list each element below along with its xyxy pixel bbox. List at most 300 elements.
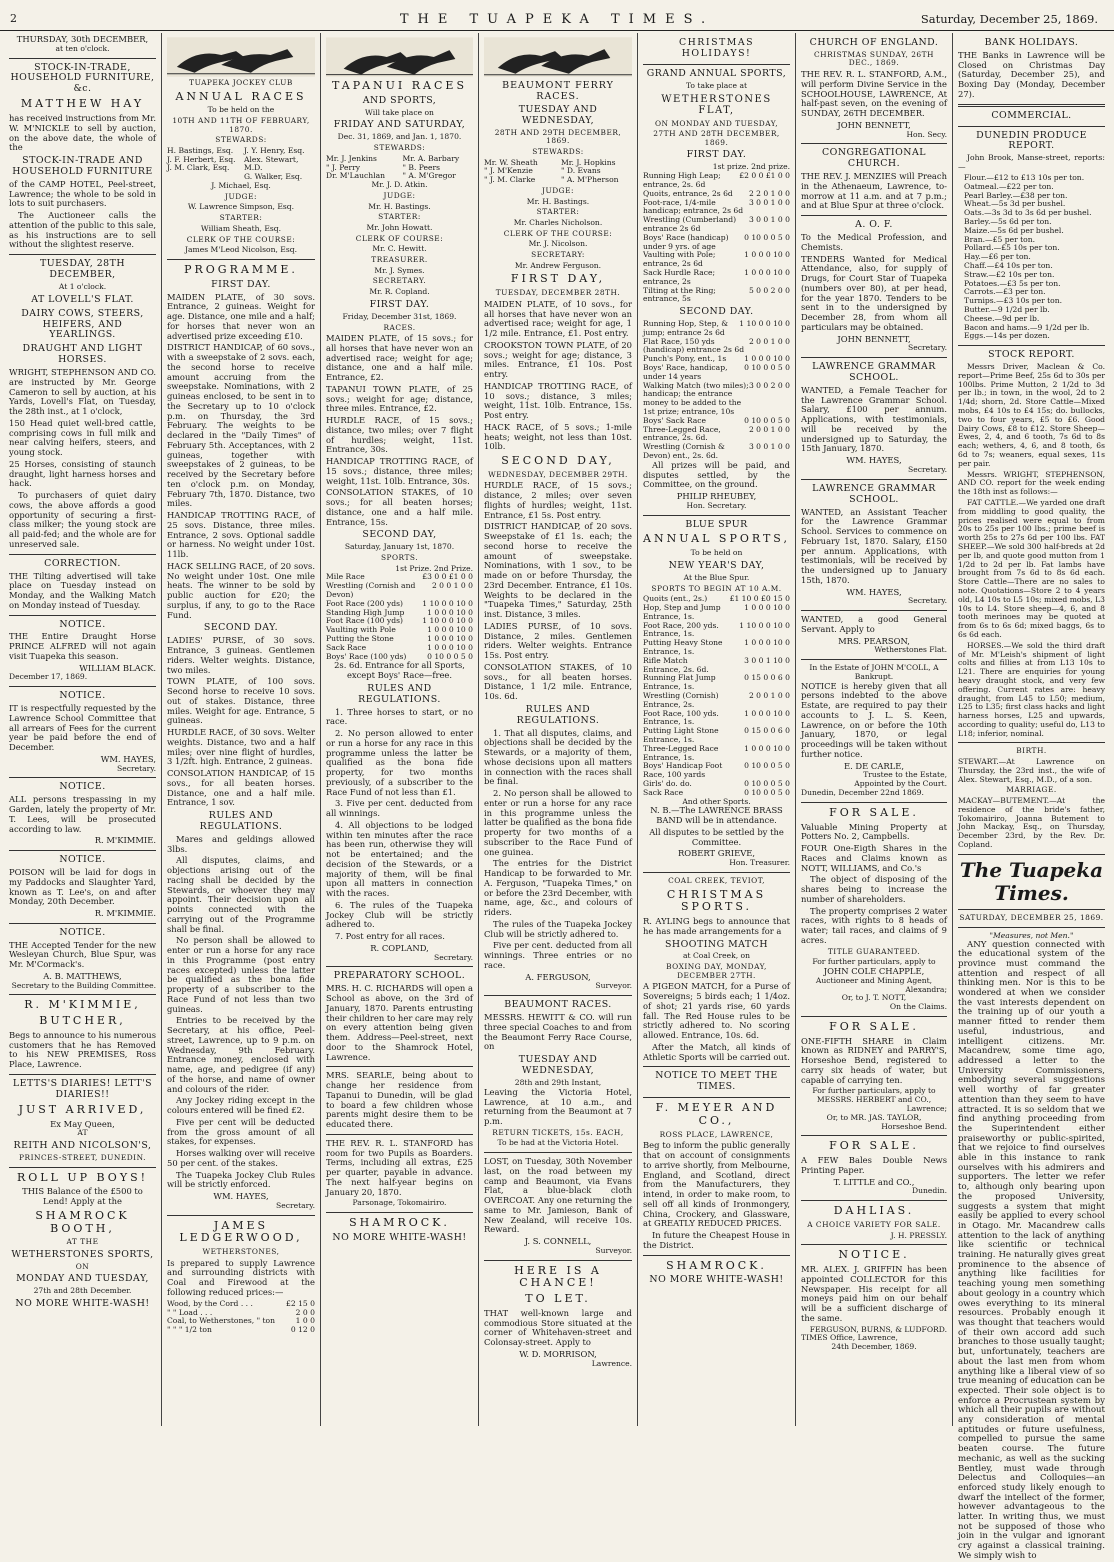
signature-title: Wetherstones Flat. xyxy=(874,645,947,655)
judge-name: Mr. H. Bastings. xyxy=(526,196,590,206)
sale-text: The property comprises 2 water races, with rights to 8 heads of water; tail races, and claims of 9 acres. xyxy=(801,905,947,945)
sports-heading: GRAND ANNUAL SPORTS, xyxy=(646,67,787,79)
sale-subheading: STOCK-IN-TRADE AND HOUSEHOLD FURNITURE xyxy=(12,155,153,177)
judge-label: JUDGE: xyxy=(225,191,257,201)
sport-row-prizes: 1 0 0 0 10 0 xyxy=(744,354,790,364)
produce-item: Barley.—5s 6d per ton. xyxy=(964,216,1052,226)
sport-row-label: Boys' Race (100 yds) xyxy=(326,651,407,661)
sport-row-label: Sack Race xyxy=(326,642,367,652)
starter-name: William Sheath, Esq. xyxy=(200,223,282,233)
sale-time: At 1 o'clock. xyxy=(58,281,107,291)
notice-heading: NOTICE TO MEET THE TIMES. xyxy=(655,1070,778,1093)
racehorse-icon xyxy=(167,37,315,77)
signature-title: Hon. Secy. xyxy=(906,129,947,139)
notice-heading: NOTICE. xyxy=(838,1248,910,1262)
editorial-text: ANY question connected with the educational system of the province must command the attention and respect of all thinking men. Nor is this to be wondered at when we consider the vast interests dependent on the training up of our youth a manner fitted to render them useful, industrious, and intelligent citizens. Mr. Macandrew, some time ago, addressed a letter to the University Commissioners, embodying several suggestions well worthy of far greater attention than they seem to have attracted. It is so seldom that we find anything proceeding from the Superintendent either praiseworthy or public-spirited, that we rejoice to find ourselves able in this instance to rank ourselves with his admirers and supporters. The letter we refer to, although only bearing upon the proposed University, suggests a system that might easily be applied to every school in Otago. Mr. Macandrew calls attention to the lack of anything like scientific or technical training. He naturally gives great prominence to the absence of anything like facilities for teaching young men something about geology in a country which owes everything to its mineral resources. Probably enough it was thought that teachers would of their own accord add such branches to those usually taught; but, unfortunately, teachers are about the last men from whom anything like a liberal view of so true meaning of education can be expected. Their sole object is to enforce a Procrustean system by which all their pupils are without any consideration of mental aptitudes or future usefulness, compelled to pursue the same beaten course. The future mechanic, as well as the sucking Bentley, must wade through Delectus and Colloquies—an enforced study likely enough to dwarf the intellect of the former, however advantageous to the latter. In writing thus, we must not be supposed of those who join in the vulgar and ignorant cry against a classical training. We simply wish to xyxy=(958,939,1105,1561)
racehorse-engraving xyxy=(326,37,473,77)
signature: R. COPLAND, xyxy=(370,942,429,953)
butcher-trade: BUTCHER, xyxy=(39,1014,126,1028)
sport-row-label: Quoits (ent., 2s.) xyxy=(643,594,708,604)
race-entry: DISTRICT HANDICAP, of 20 sovs. Sweepstake of £1 1s. each; the second horse to receive the amount of sweepstake. Nominations, with 1 sov., to be made on or before Thursday, the 23rd December. Entrance, £1 10s. Weights to be declared in the "Tuapeka Times," Saturday, 25th inst. Distance, 3 miles. xyxy=(484,521,632,620)
sale-date: TUESDAY, 28TH DECEMBER, xyxy=(39,258,126,280)
sport-row xyxy=(643,269,790,287)
sport-row-prizes: £3 0 0 £1 0 0 xyxy=(422,572,473,582)
sport-row-prizes: 0 10 0 0 5 0 xyxy=(744,787,790,797)
sport-row-label: Boys' Race (handicap) under 9 yrs. of age xyxy=(643,232,729,251)
race-days: FRIDAY AND SATURDAY, xyxy=(333,119,466,131)
sale-heading: DAIRY COWS, STEERS, HEIFERS, AND YEARLINGS. xyxy=(21,307,144,341)
sport-row-label: Entrance, 1s. xyxy=(643,682,695,692)
paper-nameplate: The Tuapeka Times. xyxy=(959,857,1104,905)
sports-table xyxy=(643,320,790,461)
signature-title: Trustee to the Estate, xyxy=(863,770,947,780)
bank-heading: BANK HOLIDAYS. xyxy=(984,37,1079,48)
take-place: To take place at xyxy=(685,80,748,90)
stewards-label: STEWARDS: xyxy=(373,143,426,153)
estate-text: NOTICE is hereby given that all persons indebted to the above Estate, are required to pay their accounts to J. L. S. Keen, Lawrence, on or before the 10th January, 1870, or legal proceedings will be taken without further notice. xyxy=(801,680,947,759)
notice-text: MR. ALEX. J. GRIFFIN has been appointed COLLECTOR for this Newspaper. His receipt for all moneys paid him on our behalf will be a sufficient discharge of the same. xyxy=(801,1264,947,1323)
notice-signature: R. M'KIMMIE. xyxy=(94,835,156,846)
sport-row-prizes: 0 10 0 0 5 0 xyxy=(744,362,790,372)
produce-item: Carrots.—£3 per ton. xyxy=(964,287,1046,297)
agent-title: Auctioneer and Mining Agent, xyxy=(815,975,933,985)
signature-title: Appointed by the Court. xyxy=(854,779,947,789)
day-heading: SECOND DAY. xyxy=(679,306,754,318)
signature: ROBERT GRIEVE, xyxy=(677,848,756,859)
race-entry: HURDLE RACE, of 15 sovs.; distance, two miles; over 7 flight of hurdles; weight, 11st. Entrance, 30s. xyxy=(326,415,473,455)
clerk-label: CLERK OF THE COURSE: xyxy=(503,228,613,238)
sale-text: 150 Head quiet well-bred cattle, comprising cows in full milk and near calving heifers, steers, and young stock. xyxy=(9,417,156,458)
sport-row-prizes: 1 0 0 0 10 0 xyxy=(427,625,473,635)
rule-text: 7. Post entry for all races. xyxy=(335,931,445,942)
rule-text: 3. Five per cent. deducted from all winnings. xyxy=(326,798,473,819)
sport-row-prizes: 1 10 0 0 10 0 xyxy=(739,620,790,630)
aof-heading: A. O. F. xyxy=(855,219,893,231)
column-7 xyxy=(953,33,1110,1561)
auction-time: at ten o'clock. xyxy=(55,43,110,53)
sport-row-label: Girls' do. do. xyxy=(643,779,692,789)
sport-row-prizes: 1 0 0 0 10 0 xyxy=(744,250,790,260)
take-place: Will take place on xyxy=(365,107,434,117)
sport-row-prizes: 1 10 0 0 10 0 xyxy=(739,319,790,328)
produce-item: Straw.—£2 10s per ton. xyxy=(964,269,1055,279)
produce-item: Eggs.—14s per dozen. xyxy=(964,331,1050,341)
diary-firm: REITH AND NICOLSON'S, xyxy=(13,1140,152,1152)
masthead xyxy=(0,0,1114,31)
produce-item: Hay.—£6 per ton. xyxy=(964,252,1031,262)
chance-heading: HERE IS A CHANCE! xyxy=(514,1263,602,1290)
sport-row-label: Wrestling (Cornish) xyxy=(643,691,719,701)
sale-text: WRIGHT, STEPHENSON AND CO. are instructed by Mr. George Cameron to sell by auction, at his Yards, Lovell's Flat, on Tuesday, the 28th inst., at 1 o'clock, xyxy=(9,367,156,417)
race-dates: 28TH AND 29TH DECEMBER, 1869. xyxy=(494,127,622,146)
sale-heading: DRAUGHT AND LIGHT HORSES. xyxy=(22,343,143,366)
clerk-label: CLERK OF THE COURSE: xyxy=(186,234,296,244)
sport-row-label: Rifle Match xyxy=(643,655,688,665)
tender-text: TENDERS Wanted for Medical Attendance, also, for supply of Drugs, for Court Star of Tuapeka (numbers over 80), at per head, for the year 1870. Tenders to be sent in to the undersigned by December 28, from whom all particulars may be obtained. xyxy=(801,253,947,332)
blue-spur-place: At the Blue Spur. xyxy=(683,572,750,582)
wanted-text: WANTED, a Female Teacher for the Lawrence Grammar School. Salary, £100 per annum. Applications, with testimonials, will be received by the undersigned up to Saturday, the 15th January, 1870. xyxy=(801,384,947,454)
sport-row-label: Entrance, 1s. xyxy=(643,735,695,745)
sport-row-prizes: 1 10 0 0 10 0 xyxy=(422,598,473,608)
sports-table xyxy=(326,573,473,661)
sport-row-prizes: 3 0 0 1 0 0 xyxy=(748,197,790,207)
sport-row-label: Punch's Pony, ent., 1s xyxy=(643,354,727,364)
sport-row-prizes: 1 0 0 0 10 0 xyxy=(744,708,790,718)
school-heading: PREPARATORY SCHOOL. xyxy=(333,970,466,982)
shooting-match: SHOOTING MATCH xyxy=(664,938,769,950)
agent-alt-place: On the Claims. xyxy=(889,1002,947,1012)
sport-row-label: Foot Race, 100 yds. xyxy=(643,708,719,718)
day-heading: SECOND DAY. xyxy=(203,622,279,634)
judge-name: Mr. H. Bastings. xyxy=(368,201,431,211)
racehorse-icon xyxy=(484,37,632,77)
ayling-text: R. AYLING begs to announce that he has made arrangements for a xyxy=(643,916,790,936)
band-note: N. B.—The LAWRENCE BRASS BAND will be in attendance. xyxy=(650,805,783,826)
secretary-name: Mr. R. Copland. xyxy=(369,287,430,296)
race-entry: CONSOLATION HANDICAP, of 15 sovs., for all beaten horses. Distance, one and a half mile. Entrance, 1 sov. xyxy=(167,768,315,808)
sport-row-prizes: 2 0 0 1 0 0 xyxy=(431,581,473,591)
sport-row-label: Vaulting with Pole xyxy=(326,625,396,635)
produce-item: Pearl Barley.—£38 per ton. xyxy=(964,190,1068,200)
signature: MRS. PEARSON, xyxy=(838,635,910,646)
sport-row xyxy=(326,582,473,600)
sports-dates: 27TH AND 28TH DECEMBER, 1869. xyxy=(653,129,780,147)
agent-place: Lawrence; xyxy=(906,1104,947,1114)
sports-note: All prizes will be paid, and disputes settled, by the Committee, on the ground. xyxy=(643,459,790,490)
for-sale-heading: FOR SALE. xyxy=(829,1019,919,1033)
sport-row-label: Running Flat Jump xyxy=(643,673,716,683)
notice-text: POISON will be laid for dogs in my Paddocks and Slaughter Yard, known as T. Lee's, on and after Monday, 20th December. xyxy=(9,867,156,907)
rule-text: No person shall be allowed to enter or run a horse for any race in this Programme (post entry races excepted) unless the latter be qualified as the bona fide property of a subscriber to the Race Fund of not less than two guineas. xyxy=(167,935,315,1014)
notice-heading: NOTICE. xyxy=(59,926,106,938)
sport-row-prizes: £1 10 0 £0 15 0 xyxy=(729,594,790,604)
sport-row-label: Putting Heavy Stone xyxy=(643,638,723,648)
held-text: To be held on xyxy=(690,548,743,558)
secretary-label: SECRETARY. xyxy=(372,276,427,286)
prize-header: 1st Prize. 2nd Prize. xyxy=(395,563,473,573)
sport-row-prizes: £2 0 0 £1 0 0 xyxy=(739,171,790,181)
notice-date: 24th December, 1869. xyxy=(831,1342,917,1352)
agent-alt-place: Horseshoe Bend. xyxy=(881,1121,947,1131)
other-sports: And other Sports. xyxy=(682,796,751,806)
sport-row-label: Boys' Handicap Foot Race, 100 yards xyxy=(643,761,723,780)
diary-arrived: JUST ARRIVED, xyxy=(18,1102,147,1116)
sport-row-prizes: 0 15 0 0 6 0 xyxy=(744,673,790,683)
day-date: Saturday, January 1st, 1870. xyxy=(344,542,455,552)
shooting-where: at Coal Creek, on xyxy=(682,951,751,961)
sport-row-prizes: 3 0 0 1 0 0 xyxy=(748,215,790,225)
sport-row-label: Foot Race (100 yds) xyxy=(326,616,403,626)
race-entry: TOWN PLATE, of 100 sovs. Second horse to receive 10 sovs. out of stakes. Distance, three miles. Weight for age. Entrance, 5 guineas. xyxy=(167,676,315,726)
sport-row-label: Wrestling (Cumberland) entrance 2s 6d xyxy=(643,215,737,233)
agent-name: JOHN COLE CHAPPLE, xyxy=(823,966,925,976)
race-entry: CONSOLATION STAKES, of 10 sovs., for all beaten horses. Distance, 1 1/2 mile. Entrance, 10s. 6d. xyxy=(484,661,632,702)
produce-item: Wheat.—5s 3d per bushel. xyxy=(964,199,1066,209)
church-text: THE REV. R. L. STANFORD, A.M., will perform Divine Service in the SCHOOLHOUSE, LAWRENCE, At half-past seven, on the evening of SUNDAY, 26TH DECEMBER. xyxy=(801,69,947,119)
race-entry: LADIES PURSE, of 10 sovs. Distance, 2 miles. Gentlemen riders. Welter weights. Entrance 15s. Post entry. xyxy=(484,620,632,661)
dahlias-heading: DAHLIAS. xyxy=(833,1204,915,1218)
stewards-label: STEWARDS: xyxy=(532,147,584,156)
sport-row-label: Running Hop, Step, & jump; entrance 2s 6d xyxy=(643,319,729,337)
signature: J. S. CONNELL, xyxy=(524,1236,592,1247)
signature-title: Secretary. xyxy=(908,596,947,606)
sport-row xyxy=(643,443,790,461)
club-name: TUAPEKA JOCKEY CLUB xyxy=(189,78,293,87)
rules-heading: RULES AND REGULATIONS. xyxy=(516,703,600,726)
day-date: Friday, December 31st, 1869. xyxy=(342,311,457,321)
rule-text: 1. That all disputes, claims, and objections shall be decided by the Stewards, or a majority of them, whose decisions upon all matters in connection with the races shall be final. xyxy=(484,727,632,787)
sport-row-label: Flat Race, 150 yds (handicap) entrance 2s 6d xyxy=(643,336,745,355)
wanted-text: WANTED, a good General Servant. Apply to xyxy=(801,614,947,634)
sport-row-label: Foot-race, 1/4-mile handicap; entrance, 2s 6d xyxy=(643,197,744,216)
sale-text: A FEW Bales Double News Printing Paper. xyxy=(801,1155,947,1175)
sport-row-label: Sack Race xyxy=(643,787,684,797)
stock-heading: STOCK REPORT. xyxy=(988,349,1075,361)
roll-end: NO MORE WHITE-WASH! xyxy=(15,1298,150,1310)
school-heading: LAWRENCE GRAMMAR SCHOOL. xyxy=(812,361,936,384)
signature: WM. HAYES, xyxy=(213,1191,269,1202)
race-entry: DISTRICT HANDICAP, of 60 sovs., with a sweepstake of 2 sovs. each, the second horse to receive amount accruing from the sweepstake. Nominations, with 2 guineas enclosed, to be sent in to the Secretary up to 10 o'clock p.m. on Thursday, the 3rd February. The weights to be declared in the "Daily Times" of February 5th. Acceptances, with 2 guineas, together with sweepstakes of 2 guineas, to be received by the Secretary before ten o'clock p.m. on Monday, February 7th, 1870. Distance, two miles. xyxy=(167,342,315,509)
sport-row xyxy=(643,234,790,252)
coach-text: Leaving the Victoria Hotel, Lawrence, at 10 a.m., and returning from the Beaumont at 7 p.m. xyxy=(484,1086,632,1126)
shamrock-heading: SHAMROCK. xyxy=(349,1216,450,1230)
rule-text: The entries for the District Handicap to be forwarded to Mr. A. Ferguson, "Tuapeka Times," on or before the 23rd December, with name, age, &c., and colours of riders. xyxy=(484,858,632,918)
sport-row-label: Putting the Stone xyxy=(326,633,394,643)
notice-text: THE Accepted Tender for the new Wesleyan Church, Blue Spur, was Mr. M'Cormack's. xyxy=(9,939,156,970)
clerk-name: Mr. C. Hewitt. xyxy=(372,244,427,254)
rules-heading: RULES AND REGULATIONS. xyxy=(199,810,283,832)
sport-row-prizes: 1 0 0 0 10 0 xyxy=(744,743,790,753)
race-entry: MAIDEN PLATE, of 15 sovs.; for all horses that have never won an advertised race; weight for age; distance, one and a half mile. Entrance, £2. xyxy=(326,333,473,383)
sport-row xyxy=(643,382,790,417)
race-entry: MAIDEN PLATE, of 30 sovs. Entrance, 2 guineas. Weight for age. Distance, one mile and a half; for horses that never won an advertised prize exceeding £10. xyxy=(167,291,315,341)
signature: WM. HAYES, xyxy=(846,586,902,597)
sport-row-label: Entrance, 1s. xyxy=(643,752,695,762)
day-heading: FIRST DAY. xyxy=(211,278,271,290)
sports-table xyxy=(643,172,790,304)
coach-dates: 28th and 29th Instant, xyxy=(514,1077,602,1087)
sale-text: The object of disposing of the shares being to increase the number of shareholders. xyxy=(801,874,947,904)
sale-text: Valuable Mining Property at Potters No. 2, Campbells. xyxy=(801,821,947,842)
for-sale-heading: FOR SALE. xyxy=(829,1139,919,1153)
aof-text: To the Medical Profession, and Chemists. xyxy=(801,232,947,252)
apply-text: For further particulars, apply to xyxy=(812,1086,936,1096)
stewards-label: STEWARDS: xyxy=(215,135,267,145)
sport-row-label: Vaulting with Pole; entrance, 2s 6d xyxy=(643,250,716,269)
diary-ship: Ex May Queen, xyxy=(50,1118,115,1129)
day-date: TUESDAY, DECEMBER 28TH. xyxy=(495,288,621,298)
wanted-text: WANTED, an Assistant Teacher for the Lawrence Grammar School. Services to commence on February 1st, 1870. Salary, £150 per annum. Applications, with testimonials, will be received by the undersigned up to January 15th, 1870. xyxy=(801,506,947,585)
auction-date: THURSDAY, 30th DECEMBER, xyxy=(16,34,149,44)
starter-name: Mr. Charles Nicholson. xyxy=(513,217,603,227)
starter-name: Mr. John Howatt. xyxy=(366,222,433,232)
sale-text: FOUR One-Eigth Shares in the Races and Claims known as NOTT, WILLIAMS, and Co.'s xyxy=(801,843,947,873)
beaumont-heading: BEAUMONT FERRY RACES. xyxy=(502,80,614,103)
sport-row-label: Sack Hurdle Race; entrance, 2s xyxy=(643,267,716,286)
sale-heading: STOCK-IN-TRADE, HOUSEHOLD FURNITURE, &c. xyxy=(10,61,155,95)
signature-title: Secretary. xyxy=(908,464,947,474)
sport-row-label: Three-Legged Race xyxy=(643,743,719,753)
christmas-heading: CHRISTMAS HOLIDAYS! xyxy=(678,37,755,59)
sport-row-prizes: 1 0 0 0 10 0 xyxy=(744,267,790,277)
clerk-label: CLERK OF COURSE: xyxy=(355,233,444,243)
for-sale-heading: FOR SALE. xyxy=(829,805,919,819)
produce-item: Bacon and hams.—9 1/2d per lb. xyxy=(964,322,1090,332)
signature: FERGUSON, BURNS, & LUDFORD. xyxy=(809,1324,947,1334)
race-entry: MAIDEN PLATE, of 10 sovs., for all horses that have never won an advertised race; weight for age, 1 1/2 mile. Entrance, £1. Post entry. xyxy=(484,298,632,339)
column-5 xyxy=(638,33,796,1426)
day-heading: FIRST DAY. xyxy=(686,149,747,161)
race-entry: HURDLE RACE, of 30 sovs. Welter weights. Distance, two and a half miles; over nine flight of hurdles, 3 1/2ft. high. Entrance, 2 guineas. xyxy=(167,727,315,767)
roll-at: AT THE xyxy=(66,1237,99,1247)
clerk-name: James M'Leod Nicolson, Esq. xyxy=(184,245,298,255)
sports-table xyxy=(643,595,790,797)
roll-text: THIS Balance of the £500 to Lend! Apply at the xyxy=(22,1186,143,1207)
school-text: MRS. H. C. RICHARDS will open a School as above, on the 3rd of January, 1870. Parents entrusting their children to her care may rely on every attention being given them. Address—Peel-street, next door to the Shamrock Hotel, Lawrence. xyxy=(326,983,473,1062)
sport-row-prizes: 2 2 0 1 0 0 xyxy=(748,188,790,198)
to-let-heading: TO LET. xyxy=(525,1292,591,1306)
secretary-label: SECRETARY: xyxy=(531,250,585,260)
sport-row-prizes: 3 0 0 1 0 0 xyxy=(748,442,790,452)
race-dates: Dec. 31, 1869, and Jan. 1, 1870. xyxy=(337,132,462,142)
sport-row-prizes: 3 0 0 1 10 0 xyxy=(744,655,790,665)
judge-name: W. Lawrence Simpson, Esq. xyxy=(187,202,295,212)
produce-item: Butter.—9 1/2d per lb. xyxy=(964,304,1050,314)
diary-at: AT xyxy=(77,1128,88,1138)
marriage-text: MACKAY—BUTEMENT.—At the residence of the bride's father, Tokomairiro, Joanna Butement to John Mackay, Esq., on Thursday, December 23rd, by the Rev. Dr. Copland. xyxy=(958,796,1105,850)
sport-row-label: Entrance, 2s. 6d. xyxy=(643,664,709,674)
annual-sports-heading: ANNUAL SPORTS, xyxy=(643,532,790,546)
meyer-address: ROSS PLACE, LAWRENCE, xyxy=(659,1129,774,1139)
beaumont-races-heading: BEAUMONT RACES. xyxy=(504,999,612,1011)
rule-text: 4. All objections to be lodged within ten minutes after the race has been run, otherwise they will not be entertained; and the decision of the Stewards, or a majority of them, will be final upon all matters in connection with the races. xyxy=(326,819,473,899)
church-heading: CHURCH OF ENGLAND. xyxy=(809,37,939,48)
searle-text: MRS. SEARLE, being about to change her residence from Tapanui to Dunedin, will be glad to board a few children whose parents might desire them to be educated there. xyxy=(326,1070,473,1130)
starter-label: STARTER: xyxy=(536,207,580,217)
annual-races-heading: ANNUAL RACES xyxy=(175,89,307,103)
steward-name: J. Michael, Esq. xyxy=(211,181,271,191)
sport-row-label: Wrestling (Cornish & Devon) ent., 2s. 6d. xyxy=(643,442,725,460)
sport-row-label: Hop, Step and Jump xyxy=(643,603,721,613)
dahlias-text: A CHOICE VARIETY FOR SALE. xyxy=(807,1219,941,1229)
ticket-where: To be had at the Victoria Hotel. xyxy=(497,1138,619,1148)
racehorse-icon xyxy=(326,37,473,77)
sport-row-label: Boys' Race, handicap, under 14 years xyxy=(643,362,728,381)
sports-time: SPORTS TO BEGIN AT 10 A.M. xyxy=(651,583,782,593)
roll-days: MONDAY AND TUESDAY, xyxy=(16,1273,149,1285)
rule-text: Mares and geldings allowed 3lbs. xyxy=(167,833,315,854)
sport-row xyxy=(643,364,790,382)
day-heading: FIRST DAY. xyxy=(369,298,430,310)
masthead-date: Saturday, December 25, 1869. xyxy=(920,12,1098,26)
roll-on: ON xyxy=(75,1261,90,1271)
butcher-name: R. M'KIMMIE, xyxy=(24,998,141,1012)
sport-row-label: Mile Race xyxy=(326,572,365,582)
race-dates: 10TH AND 11TH OF FEBRUARY, 1870. xyxy=(172,116,310,134)
meyer-text: In future the Cheapest House in the District. xyxy=(643,1230,790,1250)
signature: PHILIP RHEUBEY, xyxy=(676,491,757,501)
notice-text: ALL persons trespassing in my Garden, lately the property of Mr. T. Lees, will be prosecuted according to law. xyxy=(9,794,156,834)
signature-title: Dunedin. xyxy=(912,1186,947,1196)
signature-title: Secretary. xyxy=(434,952,473,962)
sport-row-label: Walking Match (two miles); handicap; the entrance money to be added to the 1st prize; entrance, 10s xyxy=(643,380,749,416)
butcher-text: Begs to announce to his numerous customers that he has Removed to his NEW PREMISES, Ross Place, Lawrence. xyxy=(9,1029,156,1070)
signature-title: Surveyor. xyxy=(595,1245,632,1255)
sale-place: AT LOVELL'S FLAT. xyxy=(31,293,134,305)
shamrock-end: NO MORE WHITE-WASH! xyxy=(332,1231,467,1243)
signature: JOHN BENNETT, xyxy=(837,119,911,130)
coal-creek-heading: COAL CREEK, TEVIOT, xyxy=(668,875,765,885)
sport-row xyxy=(643,426,790,444)
programme-heading: PROGRAMME. xyxy=(184,262,298,276)
sport-row xyxy=(643,287,790,305)
signature-title: Secretary. xyxy=(276,1200,315,1210)
after-text: After the Match, all kinds of Athletic Sports will be carried out. xyxy=(643,1041,790,1062)
signature-title: Hon. Treasurer. xyxy=(729,858,790,868)
christmas-sports-heading: CHRISTMAS SPORTS. xyxy=(666,887,767,914)
bank-text: THE Banks in Lawrence will be Closed on Christmas Day (Saturday, December 25), and Boxing Day (Monday, December 27). xyxy=(958,49,1105,99)
rules-heading: RULES AND REGULATIONS. xyxy=(358,682,441,705)
day-heading: SECOND DAY, xyxy=(501,454,615,468)
notice-signature-title: Secretary. xyxy=(117,763,156,773)
column-2 xyxy=(162,33,321,1426)
races-label: RACES. xyxy=(383,322,416,332)
sport-row-label: Boys' Sack Race xyxy=(643,415,707,425)
sports-days: ON MONDAY AND TUESDAY, xyxy=(654,118,779,128)
produce-list xyxy=(958,174,1105,341)
race-entry: HACK RACE, of 5 sovs.; 1-mile heats; weight, not less than 10st. 10lb. xyxy=(484,421,632,452)
treasurer-label: TREASURER. xyxy=(371,255,428,265)
column-3 xyxy=(321,33,479,1426)
pigeon-text: A PIGEON MATCH, for a Purse of Sovereigns; 5 birds each; 1 1/4oz. of shot; 21 yards rise, 60 yards fall. The Red House rules to be strictly adhered to. No scoring allowed. Entrance, 10s. 6d. xyxy=(643,981,790,1041)
column-6 xyxy=(796,33,953,1426)
title-guaranteed: TITLE GUARANTEED. xyxy=(827,946,921,956)
sport-row-prizes: 2 0 0 1 0 0 xyxy=(748,336,790,346)
sport-row xyxy=(643,762,790,780)
price-row: Wood, by the Cord . . . £2 15 0 xyxy=(167,1298,315,1308)
agent-place: Alexandra; xyxy=(905,984,947,994)
coal-text: Is prepared to supply Lawrence and surrounding districts with Coal and Firewood at the following reduced prices:— xyxy=(167,1257,315,1297)
sports-label: SPORTS. xyxy=(380,553,419,563)
notice-date: December 17, 1869. xyxy=(9,672,88,682)
agent-name: MESSRS. HERBERT and CO., xyxy=(816,1095,932,1105)
sport-row-prizes: 0 10 0 0 5 0 xyxy=(744,232,790,242)
sport-row xyxy=(643,172,790,190)
notice-text: THE Entire Draught Horse PRINCE ALFRED will not again visit Tuapeka this season. xyxy=(9,631,156,661)
sport-row-label: Entrance, 1s. xyxy=(643,647,695,657)
produce-item: Bran.—£5 per ton. xyxy=(964,234,1036,244)
produce-intro: John Brook, Manse-street, reports:— xyxy=(958,153,1105,172)
rule-text: 2. No person shall be allowed to enter or run a horse for any race in this programme unless the latter be qualified as the bona fide property for two months of a subscriber to the Race Fund of one guinea. xyxy=(484,788,632,857)
judge-label: JUDGE: xyxy=(383,190,416,200)
roll-where: WETHERSTONES SPORTS, xyxy=(11,1248,154,1260)
blue-spur-heading: BLUE SPUR xyxy=(685,518,748,530)
rule-text: Entries to be received by the Secretary, at his office, Peel-street, Lawrence, up to 9 p.m. on Wednesday, 9th February. Entrance money, enclosed with name, age, and pedigree (if any) of the horse, and name of owner and colours of the rider. xyxy=(167,1015,315,1094)
sport-row-label: Foot Race, 200 yds. xyxy=(643,620,719,630)
sport-row-label: Putting Light Stone xyxy=(643,726,719,736)
sport-row-label: Entrance, 1s. xyxy=(643,629,695,639)
sport-row-prizes: 2 0 0 1 0 0 xyxy=(748,691,790,701)
sport-row-label: Entrance, 1s. xyxy=(643,717,695,727)
notice-signature: WM. HAYES, xyxy=(100,753,156,764)
coal-subheading: WETHERSTONES, xyxy=(202,1247,280,1257)
marriage-heading: MARRIAGE. xyxy=(1006,785,1057,795)
produce-item: Oatmeal.—£22 per ton. xyxy=(964,181,1054,191)
congregational-text: THE REV. J. MENZIES will Preach in the Athenaeum, Lawrence, to-morrow at 11 a.m. and at 7 p.m.; and at Blue Spur at three o'clock. xyxy=(801,171,947,211)
meyer-text: Beg to inform the public generally that on account of consignments to arrive shortly, from Melbourne, England, and Scotland, direct from the Manufacturers, they intend, in order to make room, to sell off all kinds of Ironmongery, China, Crockery, and Glassware, at GREATLY REDUCED PRICES. xyxy=(643,1140,790,1229)
race-entry: TAPANUI TOWN PLATE, of 25 sovs.; weight for age; distance, three miles. Entrance, £2. xyxy=(326,383,473,414)
apply-text: For further particulars, apply to xyxy=(812,957,936,967)
